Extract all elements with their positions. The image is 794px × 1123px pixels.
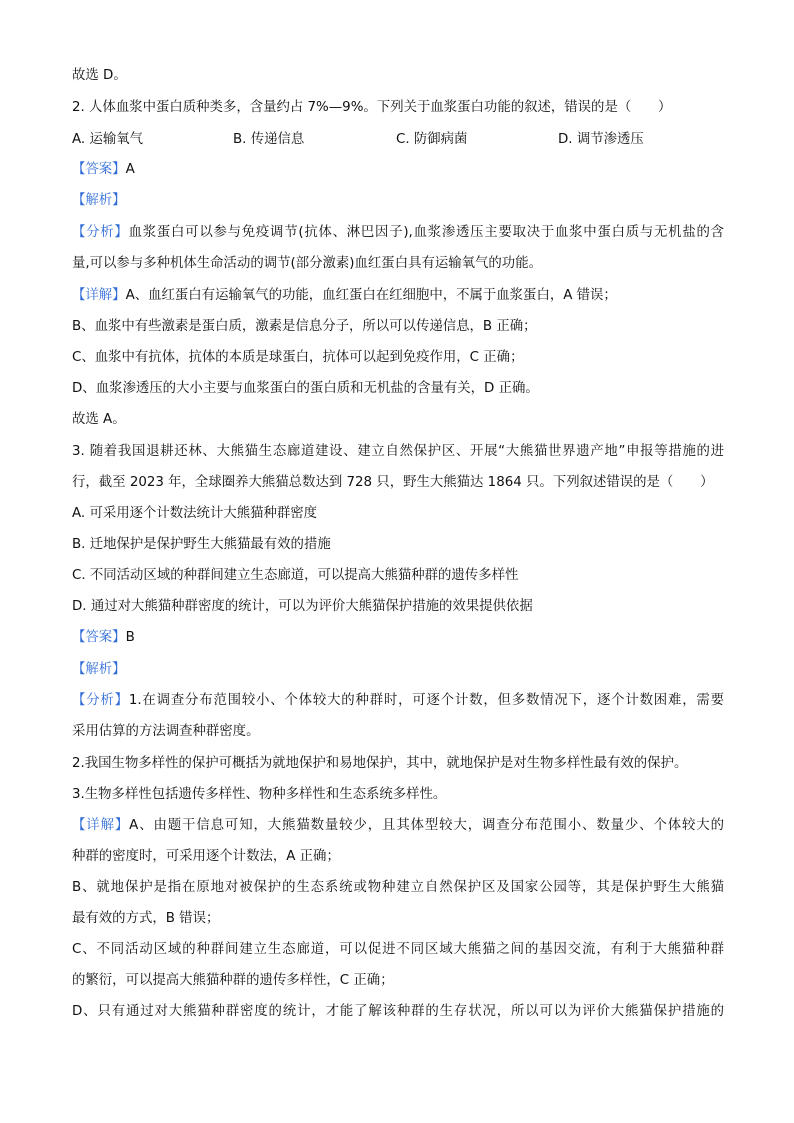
explanation-line: C、血浆中有抗体，抗体的本质是球蛋白，抗体可以起到免疫作用，C 正确； (72, 350, 524, 365)
conclusion-line: 故选 D。 (72, 68, 127, 83)
explanation-line: C、不同活动区域的种群间建立生态廊道，可以促进不同区域大熊猫之间的基因交流，有利于大熊猫种群 (72, 942, 724, 957)
conclusion-line: 故选 A。 (72, 412, 126, 427)
analysis-line: 量,可以参与多种机体生命活动的调节(部分激素)血红蛋白具有运输氧气的功能。 (72, 256, 542, 271)
option-d: D. 通过对大熊猫种群密度的统计，可以为评价大熊猫保护措施的效果提供依据 (72, 599, 533, 614)
analysis-line: 【分析】血浆蛋白可以参与免疫调节(抗体、淋巴因子),血浆渗透压主要取决于血浆中蛋白质与无机盐的含 (72, 225, 725, 240)
analysis-heading (72, 660, 724, 680)
option-c: C. 防御病菌 (396, 132, 468, 147)
option-c: C. 不同活动区域的种群间建立生态廊道，可以提高大熊猫种群的遗传多样性 (72, 568, 519, 583)
answer-line: 【答案】A (72, 162, 135, 177)
analysis-tag: 【解析】 (72, 662, 126, 677)
analysis-heading (72, 191, 724, 211)
explanation-line: D、只有通过对大熊猫种群密度的统计，才能了解该种群的生存状况，所以可以为评价大熊猫保护措施的 (72, 1004, 724, 1019)
fenxi-tag: 【分析】 (72, 693, 129, 708)
option-a: A. 运输氧气 (72, 132, 143, 147)
answer-line: 【答案】B (72, 630, 135, 645)
explanation-line: 【详解】A、血红蛋白有运输氧气的功能，血红蛋白在红细胞中，不属于血浆蛋白，A 错误； (72, 288, 617, 303)
option-a: A. 可采用逐个计数法统计大熊猫种群密度 (72, 506, 318, 521)
option-b: B. 传递信息 (233, 132, 305, 147)
analysis-line: 采用估算的方法调查种群密度。 (72, 724, 260, 739)
option-b: B. 迁地保护是保护野生大熊猫最有效的措施 (72, 537, 331, 552)
analysis-line: 3.生物多样性包括遗传多样性、物种多样性和生态系统多样性。 (72, 787, 447, 802)
analysis-line: 2.我国生物多样性的保护可概括为就地保护和易地保护，其中，就地保护是对生物多样性最有效的保护。 (72, 756, 688, 771)
analysis-tag: 【解析】 (72, 193, 126, 208)
xiangjie-tag: 【详解】 (72, 288, 126, 303)
xiangjie-tag: 【详解】 (72, 818, 130, 833)
question-3-stem: 3. 随着我国退耕还林、大熊猫生态廊道建设、建立自然保护区、开展“大熊猫世界遗产地”申报等措施的进 (72, 444, 724, 459)
fenxi-tag: 【分析】 (72, 225, 129, 240)
question-3-stem: 行，截至 2023 年，全球圈养大熊猫总数达到 728 只，野生大熊猫达 1864 只。下列叙述错误的是（ ） (72, 475, 714, 490)
explanation-line: 的繁衍，可以提高大熊猫种群的遗传多样性，C 正确； (72, 973, 394, 988)
explanation-line: 【详解】A、由题干信息可知，大熊猫数量较少，且其体型较大，调查分布范围小、数量少、个体较大的 (72, 818, 724, 833)
explanation-line: B、血浆中有些激素是蛋白质，激素是信息分子，所以可以传递信息，B 正确； (72, 319, 537, 334)
explanation-line: 种群的密度时，可采用逐个计数法，A 正确； (72, 849, 340, 864)
option-d: D. 调节渗透压 (558, 132, 644, 147)
explanation-line: B、就地保护是指在原地对被保护的生态系统或物种建立自然保护区及国家公园等，其是保护野生大熊猫 (72, 880, 724, 895)
analysis-line: 【分析】1.在调查分布范围较小、个体较大的种群时，可逐个计数，但多数情况下，逐个计数困难，需要 (72, 693, 725, 708)
question-2-stem: 2. 人体血浆中蛋白质种类多，含量约占 7%—9%。下列关于血浆蛋白功能的叙述，错误的是（ ） (72, 100, 672, 115)
answer-tag: 【答案】 (72, 630, 126, 645)
explanation-line: 最有效的方式，B 错误； (72, 911, 220, 926)
explanation-line: D、血浆渗透压的大小主要与血浆蛋白的蛋白质和无机盐的含量有关，D 正确。 (72, 381, 539, 396)
answer-tag: 【答案】 (72, 162, 126, 177)
